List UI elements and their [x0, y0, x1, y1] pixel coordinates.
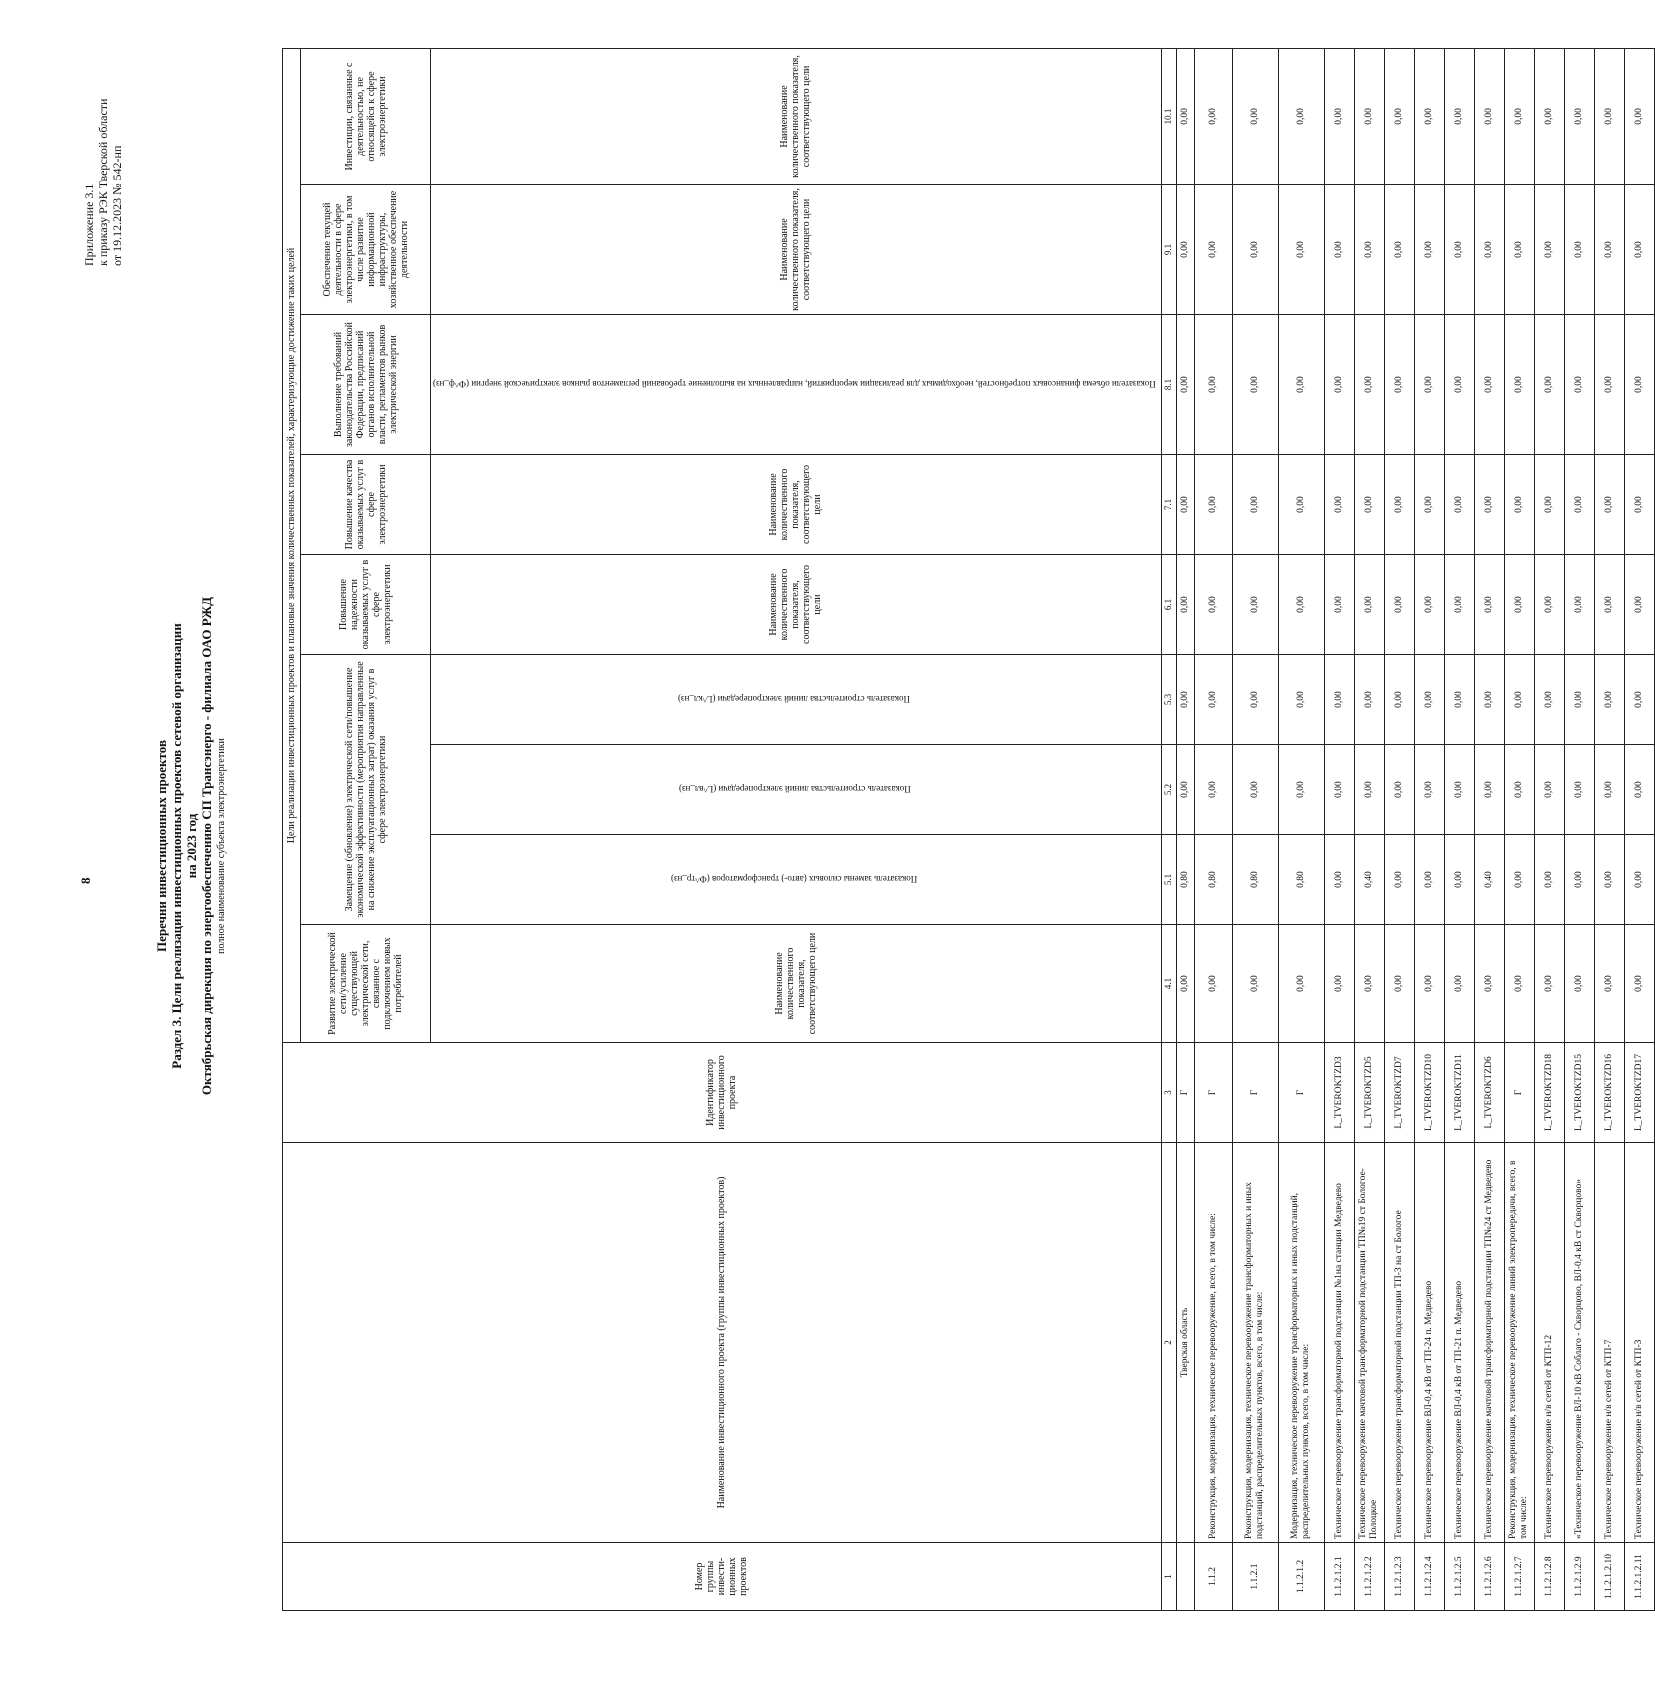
subheader-8-1-text: Показатели объема финансовых потребностей, необходимых для реализации мероприятий, направленных на выполнение требований регламентов рынков электрической энергии (Ф^ф_нз): [433, 379, 1156, 390]
value-cell: 0,00: [1504, 185, 1534, 315]
value-cell: 0,00: [1504, 555, 1534, 655]
value-cell: 0,00: [1414, 655, 1444, 745]
table-row: [1194, 48, 1232, 1610]
value-cell: 0,00: [1624, 925, 1654, 1043]
value-cell: 0,00: [1324, 315, 1354, 455]
value-cell: 0,00: [1176, 925, 1194, 1043]
region-label: Тверская область: [1176, 1143, 1194, 1543]
value-cell: 0,00: [1414, 925, 1444, 1043]
value-cell: 0,80: [1176, 835, 1194, 925]
value-cell: 0,00: [1534, 925, 1564, 1043]
value-cell: 0,00: [1384, 835, 1414, 925]
row-num: 1.1.2.1.2.8: [1534, 1543, 1564, 1611]
value-cell: 0,00: [1474, 555, 1504, 655]
value-cell: 0,00: [1354, 185, 1384, 315]
region-row: [1176, 48, 1194, 1610]
row-id: L_TVEROKTZD3: [1324, 1043, 1354, 1143]
row-num: 1.1.2.1.2.9: [1564, 1543, 1594, 1611]
value-cell: 0,00: [1414, 555, 1444, 655]
value-cell: 0,00: [1354, 925, 1384, 1043]
row-num: 1.1.2: [1194, 1543, 1232, 1611]
value-cell: 0,00: [1176, 48, 1194, 184]
value-cell: 0,00: [1504, 655, 1534, 745]
value-cell: 0,00: [1278, 315, 1324, 455]
value-cell: 0,00: [1474, 925, 1504, 1043]
value-cell: 0,00: [1534, 185, 1564, 315]
subheader-5-2: [431, 745, 1162, 835]
value-cell: 0,00: [1504, 48, 1534, 184]
approval-line: к приказу РЭК Тверской области: [96, 98, 110, 266]
value-cell: 0,00: [1414, 455, 1444, 555]
value-cell: 0,00: [1232, 555, 1278, 655]
row-num: 1.1.2.1.2.2: [1354, 1543, 1384, 1611]
row-num: 1.1.2.1.2.3: [1384, 1543, 1414, 1611]
value-cell: 0,00: [1176, 455, 1194, 555]
row-id: L_TVEROKTZD10: [1414, 1043, 1444, 1143]
value-cell: 0,00: [1384, 555, 1414, 655]
value-cell: 0,00: [1176, 315, 1194, 455]
value-cell: 0,00: [1534, 455, 1564, 555]
value-cell: 0,00: [1474, 315, 1504, 455]
region-num-cell: [1176, 1543, 1194, 1611]
row-num: 1.1.2.1.2.4: [1414, 1543, 1444, 1611]
value-cell: 0,00: [1474, 745, 1504, 835]
value-cell: 0,00: [1354, 555, 1384, 655]
value-cell: 0,00: [1594, 455, 1624, 555]
row-name: Реконструкция, модернизация, техническое перевооружение линий электропередачи, всего, в том числе:: [1504, 1143, 1534, 1543]
value-cell: 0,00: [1232, 315, 1278, 455]
value-cell: 0,00: [1384, 745, 1414, 835]
value-cell: 0,00: [1564, 48, 1594, 184]
row-num: 1.1.2.1.2.10: [1594, 1543, 1624, 1611]
value-cell: 0,00: [1534, 555, 1564, 655]
value-cell: 0,00: [1232, 655, 1278, 745]
document-title: [154, 256, 228, 1436]
value-cell: 0,00: [1232, 745, 1278, 835]
row-id: Г: [1194, 1043, 1232, 1143]
value-cell: 0,00: [1624, 745, 1654, 835]
row-name: Техническое перевооружение мачтовой трансформаторной подстанции ТП№19 ст Бологое-Полоцкое: [1354, 1143, 1384, 1543]
row-id: L_TVEROKTZD7: [1384, 1043, 1414, 1143]
value-cell: 0,00: [1194, 655, 1232, 745]
header-goals: Цели реализации инвестиционных проектов и плановые значения количественных показателей, характеризующие достижение таких целей: [283, 48, 301, 1042]
value-cell: 0,00: [1624, 185, 1654, 315]
approval-block: [82, 99, 124, 266]
col-number: 1: [1161, 1543, 1176, 1611]
value-cell: 0,00: [1474, 185, 1504, 315]
row-num: 1.1.2.1.2.5: [1444, 1543, 1474, 1611]
subheader-8-1: [431, 315, 1162, 455]
column-number-row: [1161, 48, 1176, 1610]
col-number: 5.2: [1161, 745, 1176, 835]
row-name: Реконструкция, модернизация, техническое перевооружение, всего, в том числе:: [1194, 1143, 1232, 1543]
row-id: Г: [1232, 1043, 1278, 1143]
value-cell: 0,00: [1474, 455, 1504, 555]
value-cell: 0,00: [1594, 925, 1624, 1043]
value-cell: 0,00: [1278, 655, 1324, 745]
page-number: 8: [78, 877, 93, 884]
col-number: 2: [1161, 1143, 1176, 1543]
col-number: 5.1: [1161, 835, 1176, 925]
value-cell: 0,00: [1564, 925, 1594, 1043]
subheader-5-3-text: Показатель строительства линий электропередачи (L^кл_нз): [678, 694, 911, 705]
value-cell: 0,00: [1624, 455, 1654, 555]
row-id: Г: [1504, 1043, 1534, 1143]
value-cell: 0,00: [1354, 745, 1384, 835]
value-cell: 0,00: [1594, 555, 1624, 655]
row-id: L_TVEROKTZD5: [1354, 1043, 1384, 1143]
value-cell: 0,00: [1444, 745, 1474, 835]
table-row: [1594, 48, 1624, 1610]
value-cell: 0,00: [1324, 555, 1354, 655]
subheader-6-1: Наименование количественного показателя, соответствующего цели: [431, 555, 1162, 655]
value-cell: 0,00: [1232, 455, 1278, 555]
value-cell: 0,00: [1534, 745, 1564, 835]
row-id: L_TVEROKTZD6: [1474, 1043, 1504, 1143]
col-number: 5.3: [1161, 655, 1176, 745]
value-cell: 0,00: [1194, 315, 1232, 455]
col-number: 9.1: [1161, 185, 1176, 315]
value-cell: 0,00: [1384, 315, 1414, 455]
value-cell: 0,00: [1232, 185, 1278, 315]
col-number: 6.1: [1161, 555, 1176, 655]
row-id: L_TVEROKTZD11: [1444, 1043, 1474, 1143]
approval-line: Приложение 3.1: [82, 183, 96, 266]
row-name: Техническое перевооружение н/в сетей от КТП-12: [1534, 1143, 1564, 1543]
header-goal-10: Инвестиции, связанные с деятельностью, не относящейся к сфере электроэнергетики: [301, 48, 431, 184]
value-cell: 0,00: [1194, 925, 1232, 1043]
value-cell: 0,00: [1176, 185, 1194, 315]
value-cell: 0,00: [1354, 455, 1384, 555]
value-cell: 0,00: [1444, 315, 1474, 455]
value-cell: 0,00: [1504, 745, 1534, 835]
value-cell: 0,00: [1278, 925, 1324, 1043]
value-cell: 0,00: [1594, 655, 1624, 745]
table-row: [1624, 48, 1654, 1610]
row-name: Техническое перевооружение н/в сетей от КТП-3: [1624, 1143, 1654, 1543]
row-name: Техническое перевооружение трансформаторной подстанции ТП-3 на ст Бологое: [1384, 1143, 1414, 1543]
value-cell: 0,00: [1564, 745, 1594, 835]
goals-table: [282, 48, 1655, 1611]
region-id: Г: [1176, 1043, 1194, 1143]
value-cell: 0,40: [1354, 835, 1384, 925]
value-cell: 0,00: [1624, 555, 1654, 655]
value-cell: 0,00: [1354, 315, 1384, 455]
row-num: 1.1.2.1.2.1: [1324, 1543, 1354, 1611]
value-cell: 0,00: [1414, 48, 1444, 184]
value-cell: 0,80: [1232, 835, 1278, 925]
value-cell: 0,00: [1384, 925, 1414, 1043]
value-cell: 0,00: [1324, 925, 1354, 1043]
header-goal-9: Обеспечение текущей деятельности в сфере электроэнергетики, в том числе развитие информационной инфраструктуры, хозяйственное обеспечение деятельности: [301, 185, 431, 315]
table-row: [1504, 48, 1534, 1610]
subheader-5-2-text: Показатель строительства линий электропередачи (L^вл_нз): [678, 784, 911, 795]
value-cell: 0,00: [1414, 835, 1444, 925]
row-id: L_TVEROKTZD15: [1564, 1043, 1594, 1143]
value-cell: 0,00: [1564, 555, 1594, 655]
row-id: L_TVEROKTZD16: [1594, 1043, 1624, 1143]
value-cell: 0,00: [1384, 455, 1414, 555]
header-goal-5: Замещение (обновление) электрической сети/повышение экономической эффективности (мероприятия направленные на снижение эксплуатационных затрат) оказания услуг в сфере электроэнергетики: [301, 655, 431, 925]
row-num: 1.1.2.1.2.7: [1504, 1543, 1534, 1611]
value-cell: 0,00: [1594, 48, 1624, 184]
value-cell: 0,00: [1444, 835, 1474, 925]
value-cell: 0,00: [1176, 655, 1194, 745]
row-name: Техническое перевооружение мачтовой трансформаторной подстанции ТП№24 ст Медведево: [1474, 1143, 1504, 1543]
value-cell: 0,00: [1278, 555, 1324, 655]
row-name: Реконструкция, модернизация, техническое перевооружение трансформаторных и иных подстанций, распределительных пунктов, всего, в том числе:: [1232, 1143, 1278, 1543]
table-row: [1278, 48, 1324, 1610]
value-cell: 0,00: [1324, 185, 1354, 315]
header-goal-4: Развитие электрической сети/усиление существующей электрической сети, связанное с подключением новых потребителей: [301, 925, 431, 1043]
value-cell: 0,00: [1176, 555, 1194, 655]
subheader-5-3: [431, 655, 1162, 745]
col-number: 3: [1161, 1043, 1176, 1143]
value-cell: 0,00: [1414, 745, 1444, 835]
col-number: 10.1: [1161, 48, 1176, 184]
value-cell: 0,80: [1278, 835, 1324, 925]
subheader-4-1: Наименование количественного показателя, соответствующего цели: [431, 925, 1162, 1043]
value-cell: 0,00: [1278, 745, 1324, 835]
row-num: 1.1.2.1.2.6: [1474, 1543, 1504, 1611]
row-id: L_TVEROKTZD17: [1624, 1043, 1654, 1143]
approval-line: от 19.12.2023 № 542-нп: [110, 145, 124, 266]
value-cell: 0,00: [1384, 48, 1414, 184]
col-number: 7.1: [1161, 455, 1176, 555]
value-cell: 0,00: [1278, 48, 1324, 184]
value-cell: 0,00: [1354, 655, 1384, 745]
table-row: [1232, 48, 1278, 1610]
table-row: [1534, 48, 1564, 1610]
title-line: Перечни инвестиционных проектов: [154, 740, 169, 952]
value-cell: 0,00: [1594, 315, 1624, 455]
header-id: Идентификатор инвестиционного проекта: [283, 1043, 1162, 1143]
value-cell: 0,00: [1444, 925, 1474, 1043]
value-cell: 0,00: [1232, 48, 1278, 184]
value-cell: 0,00: [1278, 455, 1324, 555]
value-cell: 0,00: [1474, 48, 1504, 184]
value-cell: 0,80: [1194, 835, 1232, 925]
value-cell: 0,00: [1624, 315, 1654, 455]
title-subtitle: полное наименование субъекта электроэнергетики: [216, 738, 227, 954]
table-row: [1384, 48, 1414, 1610]
subheader-5-1-text: Показатель замены силовых (авто-) трансформаторов (Ф^тр_нз): [671, 874, 918, 885]
value-cell: 0,00: [1504, 925, 1534, 1043]
header-goal-7: Повышение качества оказываемых услуг в сфере электроэнергетики: [301, 455, 431, 555]
row-name: Техническое перевооружение ВЛ-0,4 кВ от ТП-24 п. Медведево: [1414, 1143, 1444, 1543]
value-cell: 0,00: [1444, 455, 1474, 555]
value-cell: 0,00: [1354, 48, 1384, 184]
value-cell: 0,00: [1444, 555, 1474, 655]
value-cell: 0,00: [1534, 655, 1564, 745]
value-cell: 0,00: [1594, 745, 1624, 835]
value-cell: 0,00: [1176, 745, 1194, 835]
value-cell: 0,00: [1194, 555, 1232, 655]
row-name: Техническое перевооружение н/в сетей от КТП-7: [1594, 1143, 1624, 1543]
title-line: Октябрьская дирекция по энергообеспечению СП Трансэнерго - филиала ОАО РЖД: [199, 596, 214, 1096]
value-cell: 0,00: [1534, 835, 1564, 925]
value-cell: 0,00: [1624, 835, 1654, 925]
header-goal-6: Повышение надежности оказываемых услуг в сфере электроэнергетики: [301, 555, 431, 655]
title-line: Раздел 3. Цели реализации инвестиционных проектов сетевой организации: [169, 623, 184, 1069]
value-cell: 0,00: [1194, 48, 1232, 184]
header-name: Наименование инвестиционного проекта (группы инвестиционных проектов): [283, 1143, 1162, 1543]
table-row: [1324, 48, 1354, 1610]
row-num: 1.1.2.1.2: [1278, 1543, 1324, 1611]
value-cell: 0,00: [1594, 835, 1624, 925]
row-name: «Техническое перевооружение ВЛ-10 кВ Соблаго - Скворцово, ВЛ-0,4 кВ ст Скворцово»: [1564, 1143, 1594, 1543]
row-name: Техническое перевооружение трансформаторной подстанции №1на станции Медведево: [1324, 1143, 1354, 1543]
value-cell: 0,00: [1564, 185, 1594, 315]
value-cell: 0,00: [1444, 655, 1474, 745]
row-num: 1.1.2.1.2.11: [1624, 1543, 1654, 1611]
value-cell: 0,40: [1474, 835, 1504, 925]
value-cell: 0,00: [1414, 315, 1444, 455]
value-cell: 0,00: [1194, 455, 1232, 555]
table-row: [1414, 48, 1444, 1610]
value-cell: 0,00: [1504, 315, 1534, 455]
subheader-5-1: [431, 835, 1162, 925]
value-cell: 0,00: [1194, 185, 1232, 315]
value-cell: 0,00: [1194, 745, 1232, 835]
header-num: Номер группы инвести-ционных проектов: [283, 1543, 1162, 1611]
value-cell: 0,00: [1324, 835, 1354, 925]
value-cell: 0,00: [1444, 185, 1474, 315]
row-name: Техническое перевооружение ВЛ-0,4 кВ от ТП-21 п. Медведево: [1444, 1143, 1474, 1543]
row-name: Модернизация, техническое перевооружение трансформаторных и иных подстанций, распределительных пунктов, всего, в том числе:: [1278, 1143, 1324, 1543]
value-cell: 0,00: [1414, 185, 1444, 315]
value-cell: 0,00: [1624, 655, 1654, 745]
value-cell: 0,00: [1232, 925, 1278, 1043]
value-cell: 0,00: [1384, 185, 1414, 315]
value-cell: 0,00: [1564, 315, 1594, 455]
value-cell: 0,00: [1278, 185, 1324, 315]
value-cell: 0,00: [1564, 655, 1594, 745]
row-id: Г: [1278, 1043, 1324, 1143]
value-cell: 0,00: [1324, 48, 1354, 184]
title-line: на 2023 год: [184, 813, 199, 879]
subheader-10-1: Наименование количественного показателя, соответствующего цели: [431, 48, 1162, 184]
value-cell: 0,00: [1564, 455, 1594, 555]
subheader-9-1: Наименование количественного показателя, соответствующего цели: [431, 185, 1162, 315]
row-id: L_TVEROKTZD18: [1534, 1043, 1564, 1143]
table-row: [1564, 48, 1594, 1610]
row-num: 1.1.2.1: [1232, 1543, 1278, 1611]
table-row: [1354, 48, 1384, 1610]
value-cell: 0,00: [1534, 48, 1564, 184]
value-cell: 0,00: [1504, 455, 1534, 555]
col-number: 4.1: [1161, 925, 1176, 1043]
value-cell: 0,00: [1474, 655, 1504, 745]
value-cell: 0,00: [1504, 835, 1534, 925]
col-number: 8.1: [1161, 315, 1176, 455]
subheader-7-1: Наименование количественного показателя, соответствующего цели: [431, 455, 1162, 555]
table-row: [1444, 48, 1474, 1610]
value-cell: 0,00: [1324, 655, 1354, 745]
value-cell: 0,00: [1594, 185, 1624, 315]
value-cell: 0,00: [1564, 835, 1594, 925]
value-cell: 0,00: [1624, 48, 1654, 184]
value-cell: 0,00: [1324, 455, 1354, 555]
value-cell: 0,00: [1324, 745, 1354, 835]
table-row: [1474, 48, 1504, 1610]
value-cell: 0,00: [1444, 48, 1474, 184]
value-cell: 0,00: [1534, 315, 1564, 455]
header-goal-8: Выполнение требований законодательства Российской Федерации, предписаний органов исполнительной власти, регламентов рынков электрической энергии: [301, 315, 431, 455]
value-cell: 0,00: [1384, 655, 1414, 745]
